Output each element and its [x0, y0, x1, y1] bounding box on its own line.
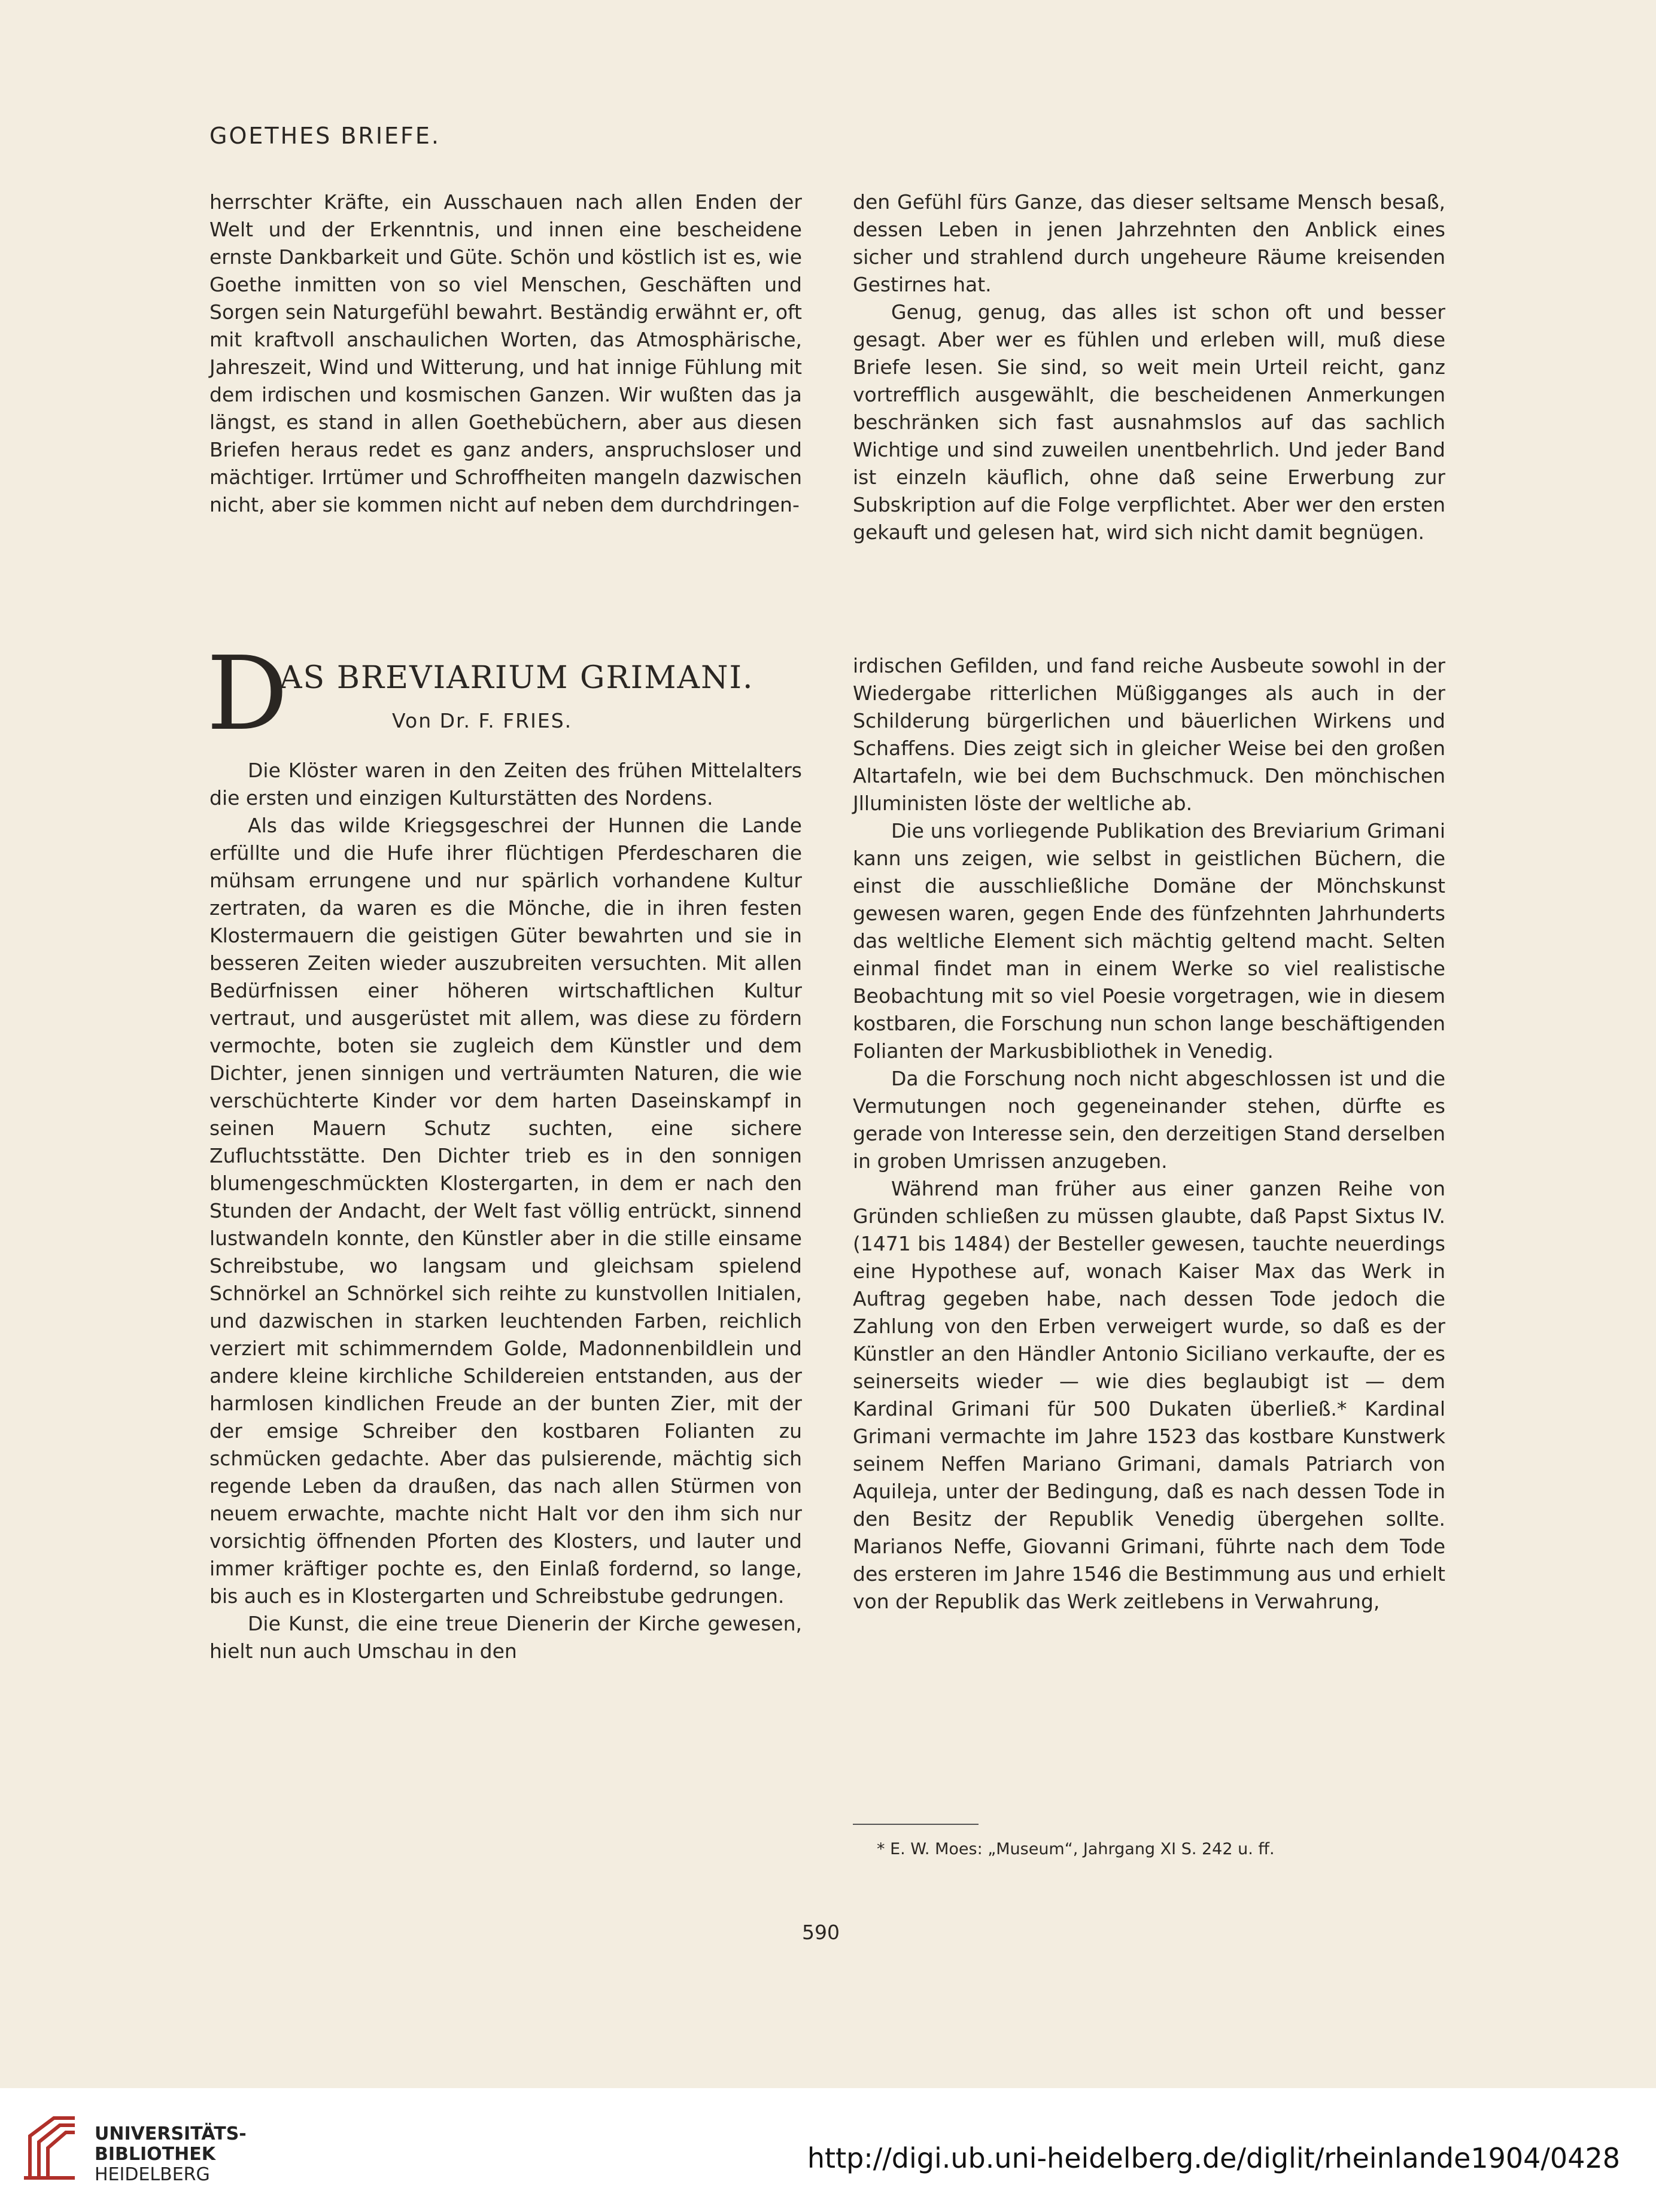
- footnote-divider: [853, 1824, 979, 1825]
- source-url-link[interactable]: http://digi.ub.uni-heidelberg.de/diglit/rheinlande1904/0428: [807, 2142, 1620, 2174]
- paragraph: irdischen Gefilden, und fand reiche Ausbeute sowohl in der Wiedergabe ritterlichen Müßigganges als auch in der Schilderung bürgerlichen und bäuerlichen Wirkens und Schaffens. Dies zeigt sich in gleicher Weise bei den großen Altartafeln, wie bei dem Buchschmuck. Den mönchischen Jlluministen löste der weltliche ab.: [853, 654, 1445, 815]
- paragraph: den Gefühl fürs Ganze, das dieser seltsame Mensch besaß, dessen Leben in jenen Jahrzehnten den Anblick eines sicher und strahlend durch ungeheure Räume kreisenden Gestirnes hat.: [853, 190, 1445, 296]
- paragraph: Die Kunst, die eine treue Dienerin der Kirche gewesen, hielt nun auch Umschau in den: [209, 1612, 802, 1663]
- paragraph: Genug, genug, das alles ist schon oft und besser gesagt. Aber wer es fühlen und erleben will, muß diese Briefe lesen. Sie sind, so weit mein Urteil reicht, ganz vortrefflich ausgewählt, die bescheidenen Anmerkungen beschränken sich fast ausnahmslos auf das sachlich Wichtige und sind zuweilen unentbehrlich. Und jeder Band ist einzeln käuflich, ohne daß seine Erwerbung zur Subskription auf die Folge verpflichtet. Aber wer den ersten gekauft und gelesen hat, wird sich nicht damit begnügen.: [853, 300, 1445, 544]
- top-left-column: [209, 188, 802, 519]
- paragraph: Die Klöster waren in den Zeiten des frühen Mittelalters die ersten und einzigen Kulturstätten des Nordens.: [209, 759, 802, 810]
- paragraph: Als das wilde Kriegsgeschrei der Hunnen die Lande erfüllte und die Hufe ihrer flüchtigen Pferdescharen die mühsam errungene und nur spärlich vorhandene Kultur zertraten, da waren es die Mönche, die in ihren festen Klostermauern die geistigen Güter bewahrten und sie in besseren Zeiten wieder auszubreiten versuchten. Mit allen Bedürfnissen einer höheren wirtschaftlichen Kultur vertraut, und ausgerüstet mit allem, was diese zu fördern vermochte, boten sie zugleich dem Künstler und dem Dichter, jenen sinnigen und verträumten Naturen, die wie verschüchterte Kinder vor dem harten Daseinskampf in seinen Mauern Schutz suchten, eine sichere Zufluchtsstätte. Den Dichter trieb es in den sonnigen blumengeschmückten Klostergarten, in dem er nach den Stunden der Andacht, der Welt fast völlig entrückt, sinnend lustwandeln konnte, den Künstler aber in die stille einsame Schreibstube, wo langsam und gleichsam spielend Schnörkel an Schnörkel sich reihte zu kunstvollen Initialen, und dazwischen in starken leuchtenden Farben, reichlich verziert mit schimmerndem Golde, Madonnenbildlein und andere kleine kirchliche Schildereien entstanden, aus der harmlosen kindlichen Freude an der bunten Zier, mit der der emsige Schreiber den kostbaren Folianten zu schmücken gedachte. Aber das pulsierende, mächtig sich regende Leben da draußen, das nach allen Stürmen von neuem erwachte, machte nicht Halt vor den ihm sich nur vorsichtig öffnenden Pforten des Klosters, und lauter und immer kräftiger pochte es, den Einlaß fordernd, so lange, bis auch es in Klostergarten und Schreibstube gedrungen.: [209, 814, 802, 1608]
- paragraph: Da die Forschung noch nicht abgeschlossen ist und die Vermutungen noch gegeneinander stehen, dürfte es gerade von Interesse sein, den derzeitigen Stand derselben in groben Umrissen anzugeben.: [853, 1067, 1445, 1173]
- bottom-left-column: [209, 757, 802, 1665]
- article-title: AS BREVIARIUM GRIMANI.: [279, 660, 754, 696]
- page-number: 590: [802, 1921, 840, 1944]
- paragraph: Die uns vorliegende Publikation des Breviarium Grimani kann uns zeigen, wie selbst in geistlichen Büchern, die einst die ausschließliche Domäne der Mönchskunst gewesen waren, gegen Ende des fünfzehnten Jahrhunderts das weltliche Element sich mächtig geltend macht. Selten einmal findet man in einem Werke so viel realistische Beobachtung mit so viel Poesie vorgetragen, wie in diesem kostbaren, die Forschung nun schon lange beschäftigenden Folianten der Markusbibliothek in Venedig.: [853, 819, 1445, 1063]
- library-name: [95, 2124, 247, 2185]
- top-right-column: [853, 188, 1445, 546]
- running-head: GOETHES BRIEFE.: [209, 123, 440, 149]
- byline: Von Dr. F. FRIES.: [392, 709, 573, 732]
- footnote: * E. W. Moes: „Museum“, Jahrgang XI S. 242 u. ff.: [877, 1840, 1275, 1858]
- bottom-right-column: [853, 652, 1445, 1615]
- library-footer: [0, 2088, 1656, 2212]
- paragraph: herrschter Kräfte, ein Ausschauen nach allen Enden der Welt und der Erkenntnis, und innen eine bescheidene ernste Dankbarkeit und Güte. Schön und köstlich ist es, wie Goethe inmitten von so viel Menschen, Geschäften und Sorgen sein Naturgefühl bewahrt. Beständig erwähnt er, oft mit kraftvoll anschaulichen Worten, das Atmosphärische, Jahreszeit, Wind und Witterung, und hat innige Fühlung mit dem irdischen und kosmischen Ganzen. Wir wußten das ja längst, es stand in allen Goethebüchern, aber aus diesen Briefen heraus redet es ganz anders, anspruchsloser und mächtiger. Irrtümer und Schroffheiten mangeln dazwischen nicht, aber sie kommen nicht auf neben dem durchdringen-: [209, 190, 802, 516]
- drop-cap: D: [206, 635, 288, 753]
- library-name-line: HEIDELBERG: [95, 2164, 210, 2185]
- article-heading: [206, 635, 805, 753]
- library-logo: [18, 2112, 84, 2186]
- library-name-line: BIBLIOTHEK: [95, 2144, 215, 2165]
- paragraph: Während man früher aus einer ganzen Reihe von Gründen schließen zu müssen glaubte, daß Papst Sixtus IV. (1471 bis 1484) der Besteller gewesen, tauchte neuerdings eine Hypothese auf, wonach Kaiser Max das Werk in Auftrag gegeben habe, nach dessen Tode jedoch die Zahlung von den Erben verweigert wurde, so daß es der Künstler an den Händler Antonio Siciliano verkaufte, der es seinerseits wieder — wie dies beglaubigt ist — dem Kardinal Grimani für 500 Dukaten überließ.* Kardinal Grimani vermachte im Jahre 1523 das kostbare Kunstwerk seinem Neffen Mariano Grimani, damals Patriarch von Aquileja, unter der Bedingung, daß es nach dessen Tode in den Besitz der Republik Venedig übergehen sollte. Marianos Neffe, Giovanni Grimani, führte nach dem Tode des ersteren im Jahre 1546 die Bestimmung aus und erhielt von der Republik das Werk zeitlebens in Verwahrung,: [853, 1177, 1445, 1613]
- library-logo-icon: [18, 2112, 84, 2184]
- library-name-line: UNIVERSITÄTS-: [95, 2123, 247, 2144]
